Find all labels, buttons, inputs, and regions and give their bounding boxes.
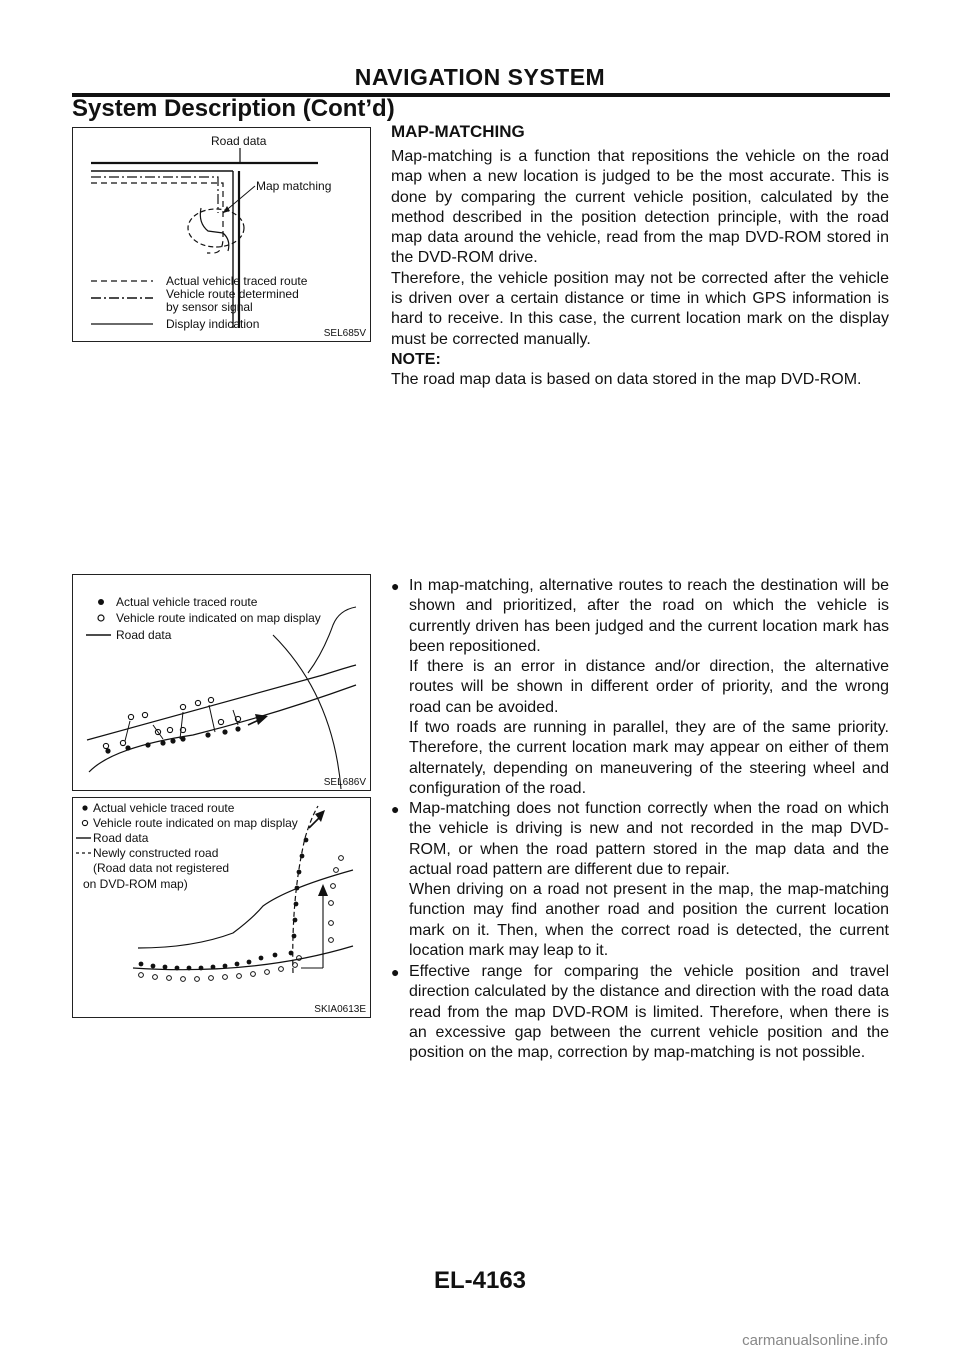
legend-map-route: Vehicle route indicated on map display [116,611,321,625]
bullet-mark: ● [391,801,400,817]
map-matching-diagram [73,128,369,340]
section-title: System Description (Cont’d) [72,95,395,122]
label-map-matching: Map matching [256,179,332,193]
bullet-alternative-routes [391,576,889,799]
figure-alternative-routes [72,574,371,791]
alternative-routes-diagram [73,575,369,789]
legend-new-road-3: on DVD-ROM map) [83,877,188,891]
legend-actual-route: Actual vehicle traced route [93,801,235,815]
legend-sensor-route-2: by sensor signal [166,300,253,314]
bullet-new-road [391,799,889,961]
bullet-mark: ● [391,578,400,594]
bullet1-para-2: If there is an error in distance and/or direction, the alternative routes will be shown in different order of priority, and the wrong road can be avoided. [409,658,889,716]
figure-id: SEL685V [323,328,366,339]
figure-id: SEL686V [323,777,366,788]
page-header-title: NAVIGATION SYSTEM [354,64,606,90]
bullet3-para-1: Effective range for comparing the vehicle position and travel direction calculated by the distance and direction with the road data read from the map DVD-ROM is limited. Therefore, when there is an excessive gap between the current vehicle position and the position on the map, correction by map-matching is not possible. [409,963,889,1062]
note-text: The road map data is based on data stored in the map DVD-ROM. [391,371,862,389]
note-label: NOTE: [391,350,441,368]
legend-sensor-route: Vehicle route determined [166,287,299,301]
watermark-text: carmanualsonline.info [742,1332,888,1349]
legend-display-indication: Display indication [166,317,260,331]
map-matching-text [391,147,889,391]
legend-actual-route: Actual vehicle traced route [116,595,258,609]
legend-map-route: Vehicle route indicated on map display [93,816,298,830]
label-road-data: Road data [211,134,267,148]
legend-actual-route: Actual vehicle traced route [166,274,308,288]
bullet1-para-1: In map-matching, alternative routes to reach the destination will be shown and prioritized, after the road on which the vehicle is currently driven has been judged and the current location mark has been repositioned. [409,577,889,655]
map-matching-heading: MAP-MATCHING [391,122,525,141]
legend-new-road: Newly constructed road [93,846,219,860]
page-number: EL-4163 [433,1267,527,1294]
legend-new-road-2: (Road data not registered [93,861,230,875]
new-road-diagram [73,798,369,1016]
figure-new-road [72,797,371,1018]
bullet2-para-2: When driving on a road not present in the map, the map-matching function may find another road and position the current location mark on it. Then, when the correct road is detected, the current location mark may leap to it. [409,881,889,960]
map-matching-para-1: Map-matching is a function that repositions the vehicle on the road map when a new location is judged to be the most accurate. This is done by comparing the current vehicle position, calculated by the method described in the position detection principle, with the road map data around the vehicle, read from the map DVD-ROM stored in the DVD-ROM drive. [391,148,889,267]
bullet2-para-1: Map-matching does not function correctly when the road on which the vehicle is driving is new and not recorded in the map DVD-ROM, or when the road pattern stored in the map data and the actual road pattern are different due to repair. [409,800,889,878]
legend-road-data: Road data [116,628,172,642]
bullet-mark: ● [391,964,400,980]
bullet1-para-3: If two roads are running in parallel, they are of the same priority. Therefore, the current location mark may appear on either of them alternately, depending on maneuvering of the steering wheel and configuration of the road. [409,719,889,797]
figure-id: SKIA0613E [314,1004,366,1015]
figure-map-matching [72,127,371,342]
map-matching-para-2: Therefore, the vehicle position may not be corrected after the vehicle is driven over a certain distance or time in which GPS information is hard to receive. In this case, the current location mark on the display must be corrected manually. [391,269,889,348]
legend-road-data: Road data [93,831,149,845]
bullet-effective-range [391,962,889,1063]
